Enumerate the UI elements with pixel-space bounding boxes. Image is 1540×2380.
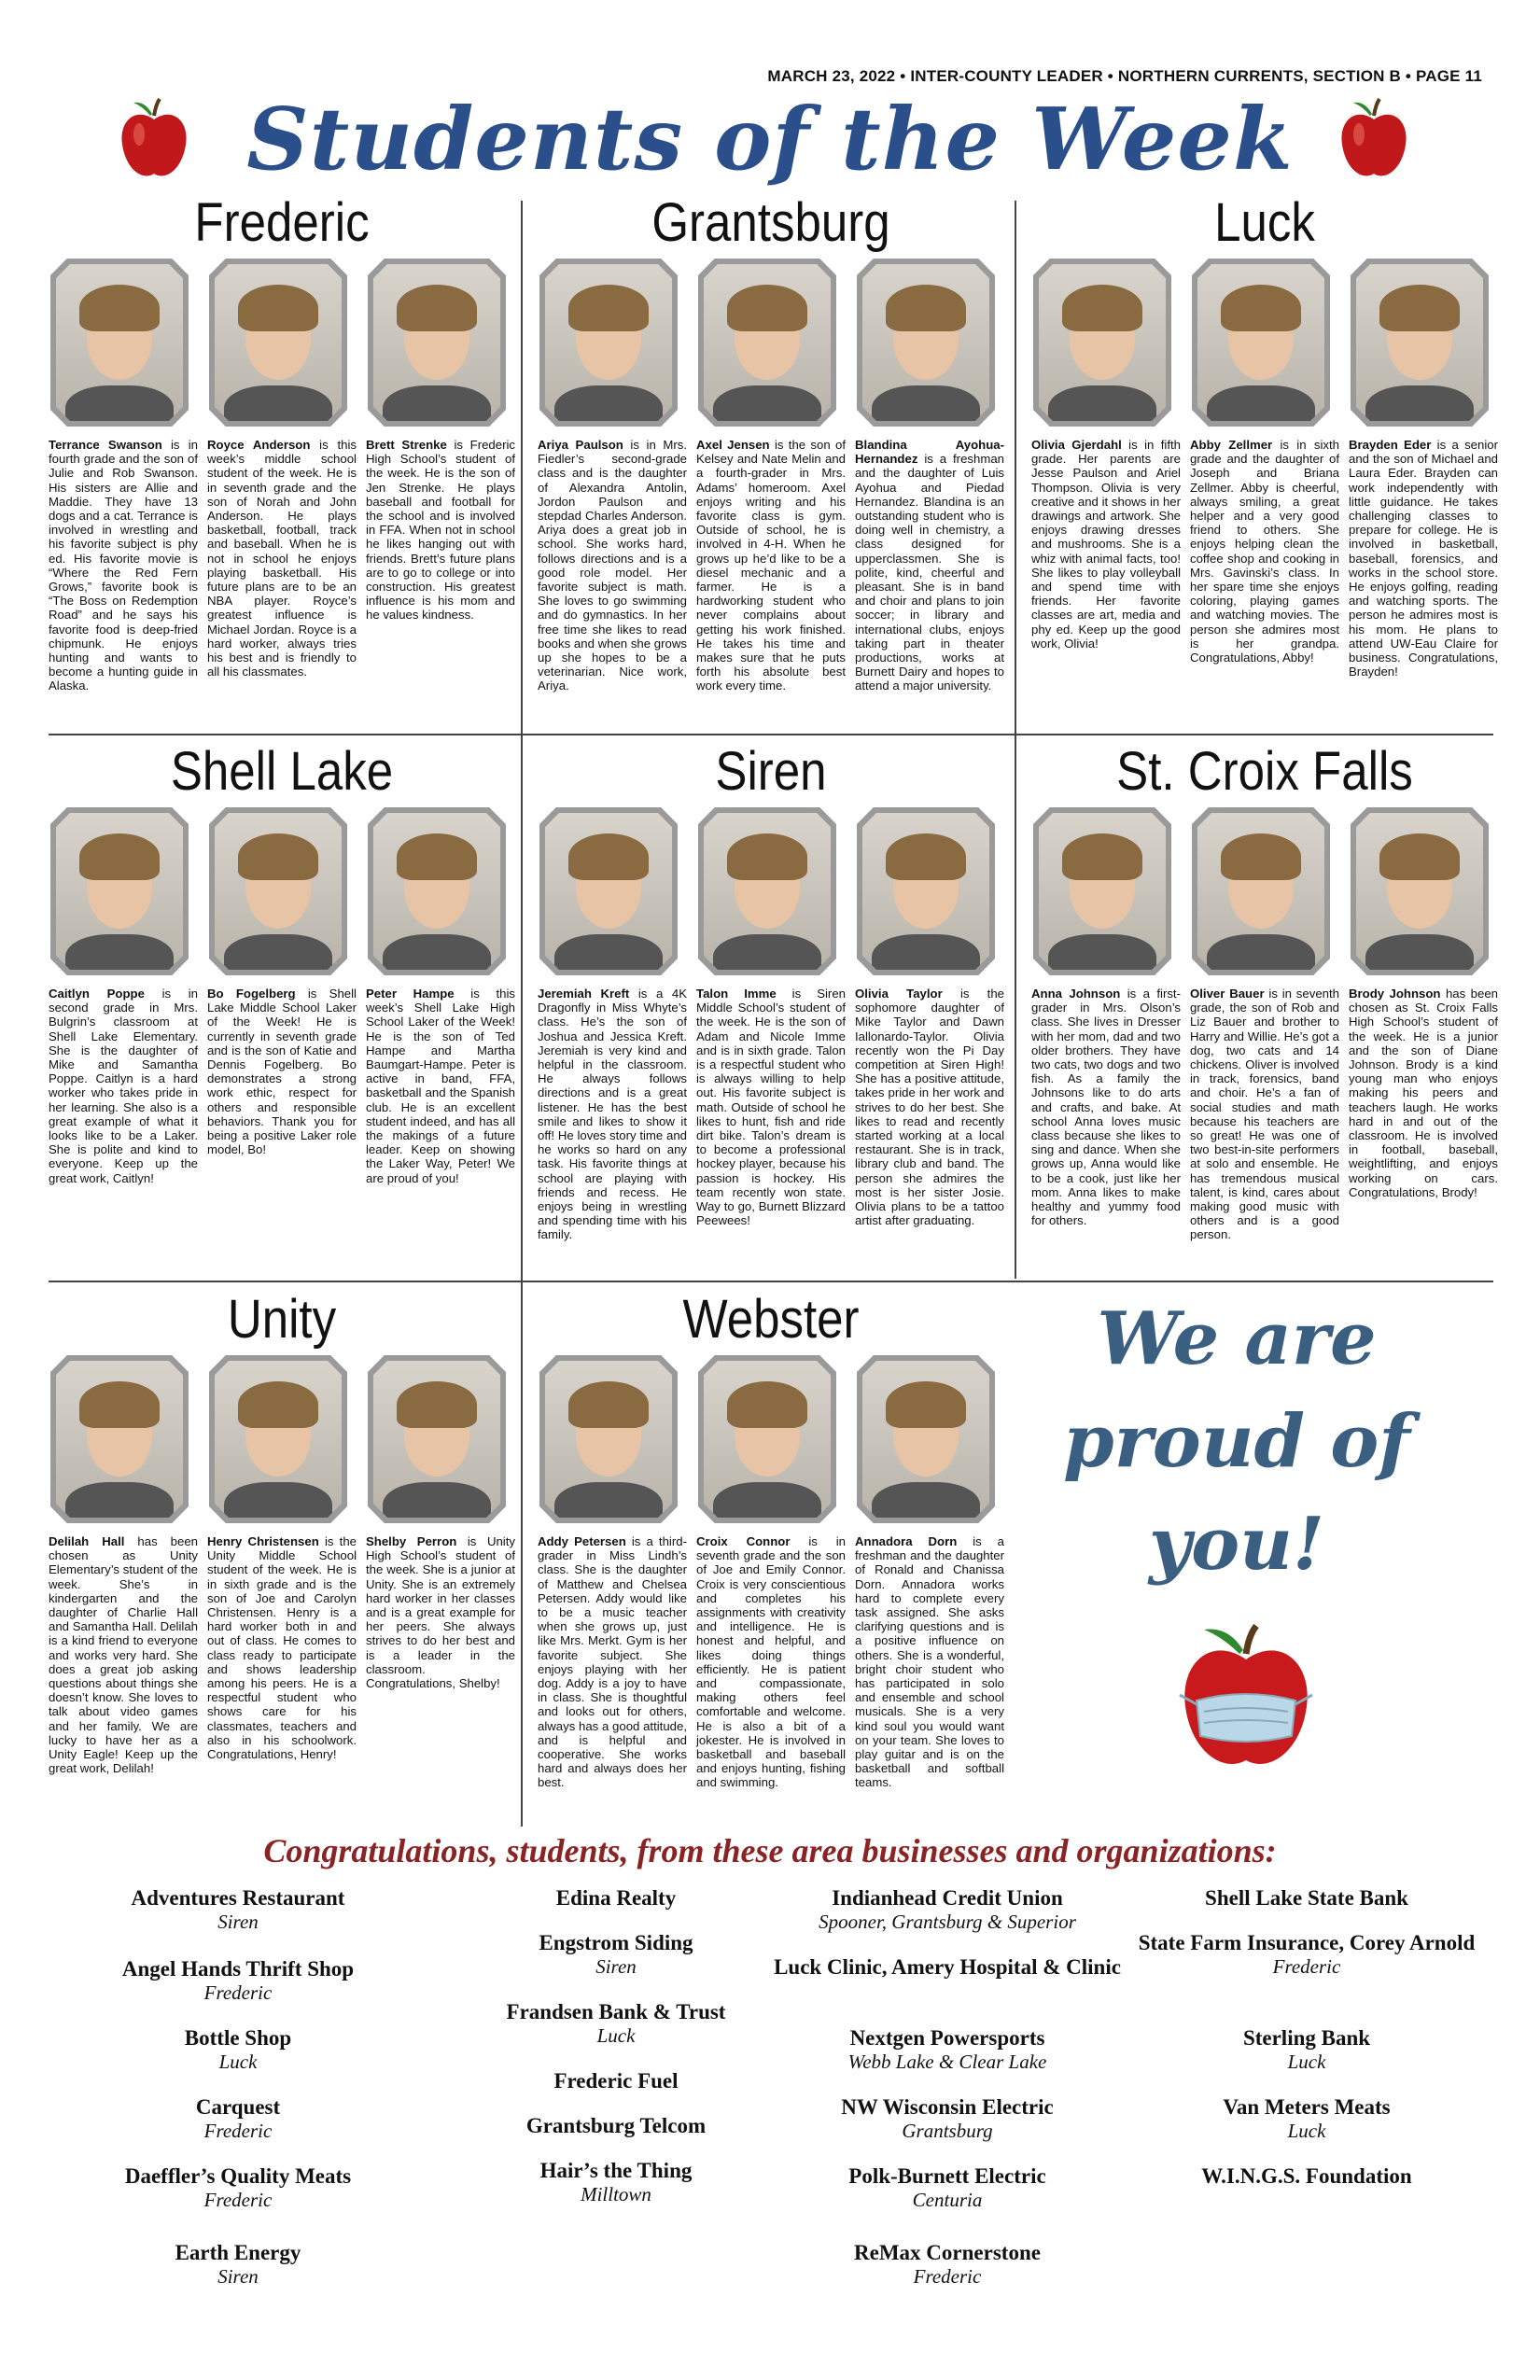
student-bio xyxy=(207,1534,357,1761)
student-name: Croix Connor xyxy=(696,1534,791,1548)
school-name: Grantsburg xyxy=(651,192,890,253)
student-name: Peter Hampe xyxy=(366,987,455,1001)
student-bio-text: is this week’s middle school student of the week. He is in seventh grade and the son of Norah and John Anderson. He plays basketball, football, track and baseball. When he is not in school he enjoys playing basketball. His future plans are to be an NBA player. Royce’s greatest influence is Michael Jordan. Royce is a hard worker, always tries his best and is friendly to all his classmates. xyxy=(207,438,357,679)
sponsor-entry xyxy=(761,1954,1134,1980)
student-photo xyxy=(698,807,836,975)
school-name: Unity xyxy=(227,1289,337,1350)
student-bio xyxy=(207,438,357,679)
sponsor-location: Frederic xyxy=(1272,1955,1341,1978)
school-section xyxy=(49,1288,515,1829)
student-bio-text: is a senior and the son of Michael and Laura Eder. Brayden can work independently with little guidance. He takes challenging classes to prepare for college. He is involved in basketball, baseball, forensics, and works in the school store. He enjoys golfing, reading and watching sports. The person he admires most is his mom. He plans to attend UW-Eau Claire for business. Congratulations, Brayden! xyxy=(1349,438,1498,679)
school-name: Luck xyxy=(1214,192,1315,253)
student-bio-text: is the Unity Middle School student of the week. He is in sixth grade and is the son of Joe and Carolyn Christensen. Henry is a hard worker both in and out of class. He comes to class ready to participate and shows leadership among his peers. He is a respectful student who shows care for his classmates, teachers and also in his schoolwork. Congratulations, Henry! xyxy=(207,1534,357,1762)
student-photo xyxy=(209,807,347,975)
sponsor-name: Frandsen Bank & Trust xyxy=(506,2000,726,2023)
student-bio-text: is in seventh grade, the son of Rob and Liz Bauer and brother to Harry and Willie. He’s got a dog, two cats and 14 chickens. Oliver is involved in track, forensics, band and choir. He’s a fan of social studies and math because his teachers are so great! He was one of two best-in-site performers at solo and ensemble. He has tremendous musical talent, is kind, cares about making good music with others and is a good person. xyxy=(1190,987,1339,1242)
student-name: Brody Johnson xyxy=(1349,987,1441,1001)
sponsor-location: Frederic xyxy=(913,2265,982,2288)
school-name: Siren xyxy=(715,741,827,802)
sponsor-entry xyxy=(1120,2163,1493,2189)
student-bio xyxy=(366,1534,515,1690)
student-bio xyxy=(855,438,1004,693)
sponsor-name: Angel Hands Thrift Shop xyxy=(121,1957,355,1981)
proud-line: proud of xyxy=(1063,1399,1410,1484)
school-section xyxy=(538,191,1004,733)
sponsor-location: Luck xyxy=(596,2024,636,2047)
school-section xyxy=(538,740,1004,1281)
sponsor-name: Edina Realty xyxy=(555,1886,677,1910)
student-bio xyxy=(855,1534,1004,1790)
school-name: Shell Lake xyxy=(170,741,394,802)
student-photo xyxy=(1033,807,1171,975)
student-bio-text: is Siren Middle School’s student of the week. He is the son of Adam and Nicole Imme and is in sixth grade. Talon is a respectful student who is always willing to help out. His favorite subject is math. Outside of school he likes to hunt, fish and ride dirt bike. Talon’s dream is to become a professional hockey player, because his passion is hockey. His team recently won state. Way to go, Burnett Blizzard Peewees! xyxy=(696,987,846,1228)
column-divider xyxy=(1015,201,1016,1279)
student-name: Ariya Paulson xyxy=(538,438,623,452)
school-section xyxy=(49,191,515,733)
sponsor-location: Grantsburg xyxy=(902,2120,993,2142)
student-photo xyxy=(539,807,678,975)
sponsor-name: Sterling Bank xyxy=(1242,2026,1371,2050)
sponsor-name: Daeffler’s Quality Meats xyxy=(124,2164,352,2188)
student-name: Brayden Eder xyxy=(1349,438,1432,452)
sponsor-entry xyxy=(429,1930,803,1978)
sponsor-entry xyxy=(429,2068,803,2093)
student-name: Jeremiah Kreft xyxy=(538,987,630,1001)
student-bio-text: is a freshman and the daughter of Luis Ayohua and Piedad Hernandez. Blandina is an outstanding student who is doing well in chemistry, a class designed for upperclassmen. She is polite, kind, cheerful and pleasant. She is in band and choir and plans to join soccer; in library and international clubs, enjoys taking part in theater productions, works at Burnett Dairy and hopes to attend a major university. xyxy=(855,452,1004,693)
student-bio-text: is Shell Lake Middle School Laker of the Week! He is currently in seventh grade and is the son of Katie and Dennis Fogelberg. Bo demonstrates a strong work ethic, respect for others and responsible behaviors. Thank you for being a positive Laker role model, Bo! xyxy=(207,987,357,1157)
student-photo xyxy=(368,259,506,427)
student-bio xyxy=(1190,987,1339,1242)
student-bio xyxy=(1190,438,1339,665)
student-bio xyxy=(696,438,846,693)
student-bio xyxy=(1349,438,1498,679)
student-bio xyxy=(538,987,687,1242)
sponsor-entry xyxy=(51,2163,425,2211)
page-header-line: MARCH 23, 2022 • INTER-COUNTY LEADER • NORTHERN CURRENTS, SECTION B • PAGE 11 xyxy=(767,67,1482,85)
student-bio-text: has been chosen as St. Croix Falls High School’s student of the week. He is a junior and the son of Diane Johnson. Brody is a kind young man who enjoys making his peers and teachers laugh. He works hard in and out of the classroom. He is involved in football, baseball, weightlifting, and enjoys working on cars. Congratulations, Brody! xyxy=(1349,987,1498,1199)
student-bio-text: has been chosen as Unity Elementary’s student of the week. She’s in kindergarten and the daughter of Charlie Hall and Samantha Hall. Delilah is a kind friend to everyone and works very hard. She does a great job asking questions about things she doesn’t know. She loves to talk about video games and her family. We are lucky to have her as a Unity Eagle! Keep up the great work, Delilah! xyxy=(49,1534,198,1776)
sponsor-location: Spooner, Grantsburg & Superior xyxy=(819,1911,1076,1933)
student-bio xyxy=(1031,987,1181,1227)
student-photo xyxy=(50,807,189,975)
student-photo xyxy=(857,807,995,975)
student-bio-text: is a third-grader in Miss Lindh’s class. She is the daughter of Matthew and Chelsea Petersen. Addy would like to be a music teacher when she grows up, just like Mrs. Merkt. Gym is her favorite subject. She enjoys playing with her dog. Addy is a joy to have in class. She is thoughtful and looks out for others, always has a good attitude, and is helpful and cooperative. She works hard and always does her best. xyxy=(538,1534,687,1790)
sponsor-name: NW Wisconsin Electric xyxy=(841,2095,1054,2119)
sponsor-entry xyxy=(1120,2094,1493,2142)
school-section xyxy=(1031,191,1498,733)
school-name: St. Croix Falls xyxy=(1116,741,1413,802)
student-name: Addy Petersen xyxy=(538,1534,626,1548)
sponsor-entry xyxy=(1120,1930,1493,1978)
sponsor-entry xyxy=(429,1999,803,2047)
student-name: Terrance Swanson xyxy=(49,438,162,452)
sponsor-name: ReMax Cornerstone xyxy=(854,2241,1041,2264)
student-bio xyxy=(49,987,198,1185)
student-bio-text: is a 4K Dragonfly in Miss Whyte’s class. He’s the son of Joshua and Jessica Kreft. Jeremiah is very kind and helpful in the classroom. He always follows directions and is a great listener. He has the best smile and likes to show it off! He loves story time and he works so hard on any task. His favorite things at school are playing with friends and recess. He enjoys being in wrestling and spending time with his family. xyxy=(538,987,687,1242)
student-photo xyxy=(368,1355,506,1523)
proud-line: you! xyxy=(1148,1502,1325,1587)
student-name: Annadora Dorn xyxy=(855,1534,958,1548)
student-bio-text: is a freshman and the daughter of Ronald and Chanissa Dorn. Annadora works hard to complete every task assigned. She asks clarifying questions and is a positive influence on others. She is a wonderful, bright choir student who has participated in solo and ensemble and school musicals. She is a very kind soul you would want on your team. She loves to play guitar and is on the basketball and softball teams. xyxy=(855,1534,1005,1790)
sponsor-name: Carquest xyxy=(195,2095,281,2119)
sponsor-entry xyxy=(761,2163,1134,2211)
student-bio-text: is in fourth grade and the son of Julie and Rob Swanson. His sisters are Allie and Maddie. They have 13 dogs and a cat. Terrance is involved in wrestling and his favorite subject is phy ed. His favorite movie is “Where the Red Fern Grows,” favorite book is “The Boss on Redemption Road” and he says his favorite food is deep-fried chipmunk. He enjoys hunting and wants to become a hunting guide in Alaska. xyxy=(49,438,198,693)
sponsor-entry xyxy=(51,1885,425,1933)
student-name: Caitlyn Poppe xyxy=(49,987,145,1001)
sponsor-name: Earth Energy xyxy=(175,2241,301,2264)
sponsor-location: Siren xyxy=(595,1955,637,1978)
sponsor-location: Milltown xyxy=(581,2183,651,2205)
student-photo xyxy=(539,1355,678,1523)
student-bio xyxy=(49,1534,198,1775)
sponsor-name: Bottle Shop xyxy=(184,2026,292,2050)
student-photo xyxy=(1192,259,1330,427)
sponsor-entry xyxy=(761,2025,1134,2073)
student-name: Olivia Taylor xyxy=(855,987,943,1001)
student-bio xyxy=(366,438,515,623)
student-photo xyxy=(698,1355,836,1523)
student-bio xyxy=(207,987,357,1156)
student-name: Anna Johnson xyxy=(1031,987,1121,1001)
sponsor-location: Webb Lake & Clear Lake xyxy=(847,2051,1047,2073)
sponsor-entry xyxy=(1120,2025,1493,2073)
sponsor-name: W.I.N.G.S. Foundation xyxy=(1201,2164,1412,2188)
sponsor-name: Nextgen Powersports xyxy=(849,2026,1045,2050)
sponsor-entry xyxy=(51,2025,425,2073)
student-photo xyxy=(1033,259,1171,427)
sponsor-entry xyxy=(51,2240,425,2288)
student-bio xyxy=(366,987,515,1185)
sponsor-location: Frederic xyxy=(203,2189,273,2211)
student-photo xyxy=(368,807,506,975)
student-photo xyxy=(209,1355,347,1523)
student-photo xyxy=(209,259,347,427)
student-bio xyxy=(1031,438,1181,651)
sponsor-entry xyxy=(761,2094,1134,2142)
proud-line: We are xyxy=(1097,1296,1377,1381)
sponsor-location: Frederic xyxy=(203,1981,273,2004)
student-bio-text: is in seventh grade and the son of Joe and Emily Connor. Croix is very conscientious and completes his assignments with creativity and intelligence. He is honest and helpful, and likes doing things efficiently. He is patient and compassionate, making others feel comfortable and welcome. He is also a bit of a jokester. He is involved in basketball and baseball and enjoys hunting, fishing and swimming. xyxy=(696,1534,846,1790)
school-section xyxy=(538,1288,1004,1829)
sponsor-name: Indianhead Credit Union xyxy=(832,1886,1063,1910)
student-bio-text: is Frederic High School’s student of the week. He is the son of Jen Strenke. He plays baseball and football for the school and is involved in FFA. When not in school he likes hanging out with friends. Brett’s future plans are to go to college or into construction. His greatest influence is his mom and he values kindness. xyxy=(366,438,515,623)
student-name: Blandina Ayohua-Hernandez xyxy=(855,438,1004,467)
sponsor-location: Luck xyxy=(218,2051,258,2073)
apple-with-mask-icon xyxy=(1176,1615,1316,1773)
student-bio-text: is Unity High School’s student of the week. She is a junior at Unity. She is an extremely hard worker in her classes and is a great example for her peers. She always strives to do her best and is a leader in the classroom. Congratulations, Shelby! xyxy=(366,1534,515,1691)
student-bio xyxy=(855,987,1004,1227)
school-name: Frederic xyxy=(194,192,370,253)
student-name: Oliver Bauer xyxy=(1190,987,1265,1001)
student-bio-text: is this week’s Shell Lake High School Laker of the Week! He is the son of Ted Hampe and Martha Baumgart-Hampe. Peter is active in band, FFA, basketball and the Spanish club. He is an excellent student indeed, and has all the makings of a future leader. Keep on showing the Laker Way, Peter! We are proud of you! xyxy=(366,987,515,1185)
sponsor-name: Hair’s the Thing xyxy=(539,2159,693,2182)
sponsor-entry xyxy=(51,1956,425,2004)
sponsor-location: Centuria xyxy=(912,2189,983,2211)
student-bio-text: is in second grade in Mrs. Bulgrin’s classroom at Shell Lake Elementary. She is the daughter of Mike and Samantha Poppe. Caitlyn is a hard worker who takes pride in her learning. She also is a great example of what it looks like to be a Laker. She is polite and kind to everyone. Keep up the great work, Caitlyn! xyxy=(49,987,198,1185)
sponsor-location: Frederic xyxy=(203,2120,273,2142)
proud-message xyxy=(1036,1288,1437,1596)
student-name: Axel Jensen xyxy=(696,438,770,452)
sponsor-entry xyxy=(51,2094,425,2142)
sponsor-entry xyxy=(429,2113,803,2138)
student-name: Olivia Gjerdahl xyxy=(1031,438,1122,452)
sponsor-name: Engstrom Siding xyxy=(539,1931,693,1954)
school-name: Webster xyxy=(682,1289,860,1350)
student-bio-text: is the sophomore daughter of Mike Taylor and Dawn Iallonardo-Taylor. Olivia recently won the Pi Day competition at Siren High! She has a positive attitude, takes pride in her work and strives to do her best. She likes to read and recently started working at a local restaurant. She is in track, library club and band. The person she admires the most is her sister Josie. Olivia plans to be a tattoo artist after graduating. xyxy=(855,987,1005,1228)
student-bio xyxy=(1349,987,1498,1199)
student-name: Henry Christensen xyxy=(207,1534,319,1548)
student-bio-text: is in sixth grade and the daughter of Joseph and Briana Zellmer. Abby is cheerful, always smiling, a great helper and a very good friend to others. She enjoys helping clean the coffee shop and cooking in Mrs. Gavinski’s class. In her spare time she enjoys coloring, playing games and watching movies. The person she admires most is her grandpa. Congratulations, Abby! xyxy=(1190,438,1339,665)
sponsor-name: State Farm Insurance, Corey Arnold xyxy=(1138,1931,1476,1954)
student-name: Brett Strenke xyxy=(366,438,447,452)
sponsor-name: Grantsburg Telcom xyxy=(525,2114,707,2137)
sponsor-entry xyxy=(429,2158,803,2205)
sponsor-entry xyxy=(429,1885,803,1911)
student-photo xyxy=(539,259,678,427)
student-name: Shelby Perron xyxy=(366,1534,457,1548)
sponsor-name: Adventures Restaurant xyxy=(131,1886,345,1910)
sponsor-name: Van Meters Meats xyxy=(1223,2095,1391,2119)
student-bio xyxy=(696,1534,846,1790)
sponsor-name: Shell Lake State Bank xyxy=(1205,1886,1408,1910)
student-bio xyxy=(538,438,687,693)
sponsor-location: Luck xyxy=(1287,2120,1326,2142)
student-name: Royce Anderson xyxy=(207,438,311,452)
student-photo xyxy=(857,1355,995,1523)
student-name: Talon Imme xyxy=(696,987,777,1001)
student-bio-text: is a first-grader in Mrs. Olson’s class. She lives in Dresser with her mom, dad and two older brothers. They have two cats, two dogs and two fish. As a family the Johnsons like to do arts and crafts, and bake. At school Anna loves music class because she likes to sing and dance. When she grows up, Anna would like to be a cook, just like her mom. Anna likes to make healthy and yummy food for others. xyxy=(1031,987,1181,1228)
school-section xyxy=(49,740,515,1281)
sponsor-entry xyxy=(761,1885,1134,1933)
student-name: Bo Fogelberg xyxy=(207,987,296,1001)
student-name: Abby Zellmer xyxy=(1190,438,1273,452)
student-bio-text: is the son of Kelsey and Nate Melin and a fourth-grader in Mrs. Adams’ homeroom. Axel enjoys writing and his favorite class is gym. Outside of school, he is involved in 4-H. When he grows up he’d like to be a diesel mechanic and a farmer. He is a hardworking student who never complains about getting his work finished. He takes his time and makes sure that he puts forth his absolute best work every time. xyxy=(696,438,846,693)
student-bio-text: is in fifth grade. Her parents are Jesse Paulson and Ariel Thompson. Olivia is very creative and it shows in her drawings and artwork. She enjoys drawing dresses and mushrooms. She is a whiz with animal facts, too! She likes to play volleyball and spend time with friends. Her favorite classes are art, media and phy ed. Keep up the good work, Olivia! xyxy=(1031,438,1181,651)
student-photo xyxy=(1351,807,1489,975)
student-photo xyxy=(50,259,189,427)
student-photo xyxy=(857,259,995,427)
column-divider xyxy=(521,201,523,1827)
row-divider xyxy=(49,734,1493,735)
student-bio xyxy=(538,1534,687,1790)
sponsor-name: Polk-Burnett Electric xyxy=(848,2164,1046,2188)
school-section xyxy=(1031,740,1498,1281)
sponsor-name: Frederic Fuel xyxy=(553,2069,679,2093)
sponsor-entry xyxy=(761,2240,1134,2288)
student-bio-text: is in Mrs. Fiedler’s second-grade class and is the daughter of Alexandra Antolin, Jordon Paulson and stepdad Charles Anderson. Ariya does a great job in school. She works hard, follows directions and is a good role model. Her favorite subject is math. She loves to go swimming and do gymnastics. In her free time she likes to read books and when she grows up she hopes to be a veterinarian. Nice work, Ariya. xyxy=(538,438,687,693)
student-bio xyxy=(696,987,846,1227)
student-photo xyxy=(50,1355,189,1523)
sponsor-name: Luck Clinic, Amery Hospital & Clinic xyxy=(774,1955,1121,1979)
sponsor-location: Luck xyxy=(1287,2051,1326,2073)
sponsor-location: Siren xyxy=(217,2265,259,2288)
student-photo xyxy=(698,259,836,427)
student-photo xyxy=(1192,807,1330,975)
congratulations-heading: Congratulations, students, from these area businesses and organizations: xyxy=(263,1832,1277,1869)
student-name: Delilah Hall xyxy=(49,1534,125,1548)
student-photo xyxy=(1351,259,1489,427)
sponsor-entry xyxy=(1120,1885,1493,1911)
sponsor-location: Siren xyxy=(217,1911,259,1933)
student-bio xyxy=(49,438,198,693)
page-title: Students of the Week xyxy=(246,89,1294,189)
